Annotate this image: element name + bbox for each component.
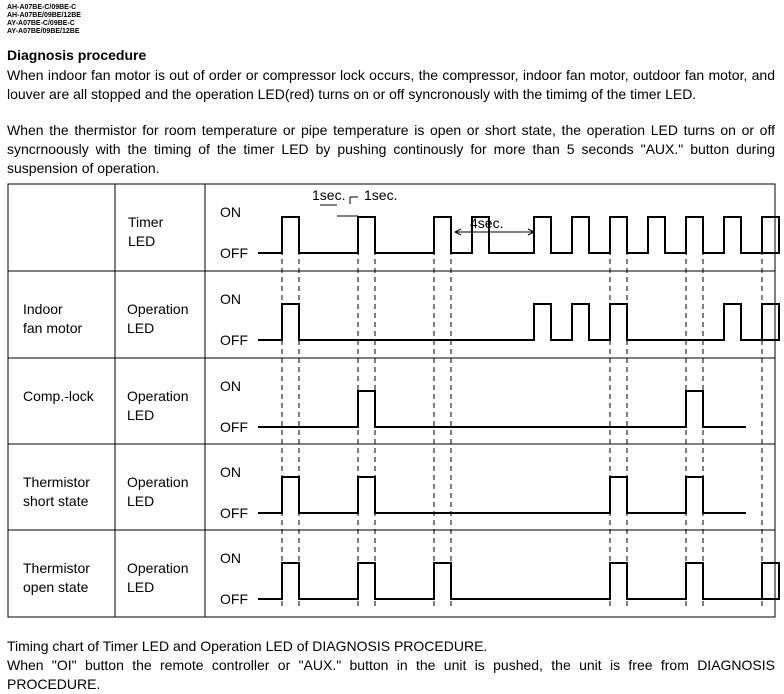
waveforms: [258, 217, 779, 599]
annotation-leader: [350, 197, 358, 204]
signal-name-line2: LED: [127, 407, 155, 423]
model-line: AH-A07BE-C/09BE-C: [7, 4, 77, 11]
caption-title: Timing chart of Timer LED and Operation LED of DIAGNOSIS PROCEDURE.: [7, 638, 488, 654]
annotation-1sec-off: 1sec.: [364, 187, 398, 203]
on-label: ON: [220, 378, 241, 394]
waveform-row-2: [258, 391, 746, 427]
waveform-row-0: [258, 217, 779, 253]
signal-name-line2: LED: [127, 579, 155, 595]
off-label: OFF: [220, 332, 248, 348]
on-label: ON: [220, 204, 241, 220]
row-name-line2: LED: [128, 233, 156, 249]
row-name-line2: open state: [23, 579, 89, 595]
signal-name-line2: LED: [127, 493, 155, 509]
waveform-row-4: [258, 563, 779, 599]
signal-name-line1: Operation: [127, 301, 189, 317]
row-name-line1: Timer: [128, 214, 164, 230]
waveform-row-1: [258, 304, 779, 340]
signal-name-line1: Operation: [127, 474, 189, 490]
off-label: OFF: [220, 245, 248, 261]
waveform-row-3: [258, 477, 746, 513]
table-border: [8, 184, 775, 617]
annotation-4sec: 4sec.: [470, 215, 504, 231]
timing-guides: [282, 250, 762, 610]
signal-name-line1: Operation: [127, 388, 189, 404]
off-label: OFF: [220, 419, 248, 435]
model-line: AY-A07BE-C/09BE-C: [7, 20, 75, 27]
row-name-line2: fan motor: [23, 320, 83, 336]
annotation-1sec-on: 1sec.: [312, 187, 346, 203]
on-label: ON: [220, 550, 241, 566]
timing-annotations: [312, 187, 534, 235]
paragraph-thermistor: When the thermistor for room temperature or pipe temperature is open or short state, the operation LED turns on or off syncrnoously with the timing of the timer LED by pushing continously for more than 5 seconds "AUX." button during suspension of operation.: [7, 122, 775, 176]
paragraph-fan-comp: When indoor fan motor is out of order or compressor lock occurs, the compressor, indoor fan motor, outdoor fan motor, and louver are all stopped and the operation LED(red) turns on or off syncronously with the timimg of the timer LED.: [7, 67, 775, 102]
signal-name-line2: LED: [127, 320, 155, 336]
row-name-line1: Comp.-lock: [23, 388, 94, 404]
model-line: AH-A07BE/09BE/12BE: [7, 12, 81, 19]
row-name-line2: short state: [23, 493, 89, 509]
on-label: ON: [220, 291, 241, 307]
signal-name-line1: Operation: [127, 560, 189, 576]
table-grid: [8, 184, 775, 617]
caption-note: When "OI" button the remote controller or "AUX." button in the unit is pushed, the unit is free from DIAGNOSIS PROCEDURE.: [7, 657, 775, 692]
chart-labels: [23, 204, 248, 607]
row-name-line1: Indoor: [23, 301, 63, 317]
off-label: OFF: [220, 591, 248, 607]
off-label: OFF: [220, 505, 248, 521]
section-heading: Diagnosis procedure: [7, 47, 147, 63]
row-name-line1: Thermistor: [23, 474, 90, 490]
on-label: ON: [220, 464, 241, 480]
row-name-line1: Thermistor: [23, 560, 90, 576]
model-line: AY-A07BE/09BE/12BE: [7, 28, 80, 35]
